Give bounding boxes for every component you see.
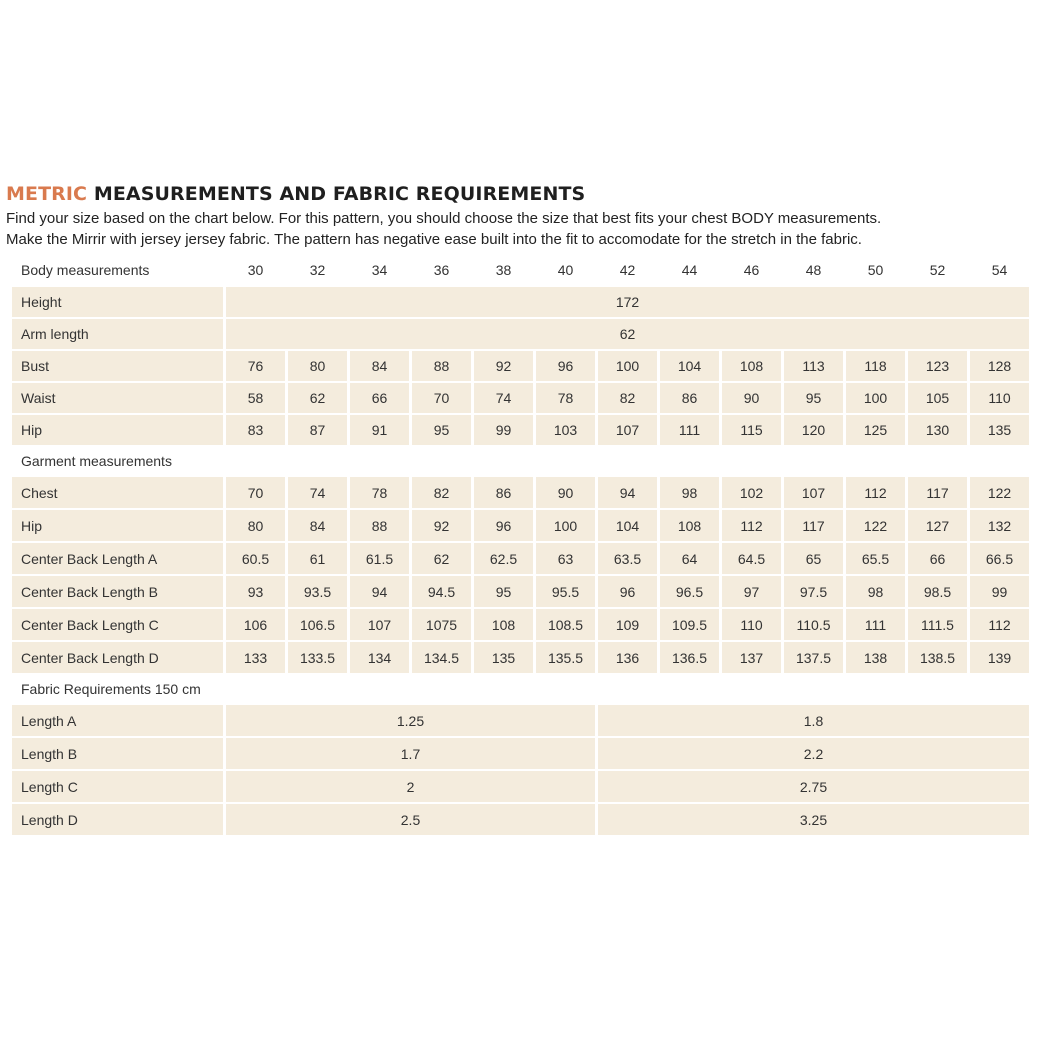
fabric-value-cell: 1.7 [226,738,595,769]
value-cell: 133 [226,642,285,673]
row-label: Center Back Length D [12,642,223,673]
value-cell: 136.5 [660,642,719,673]
value-cell: 90 [722,383,781,413]
value-cell: 96 [536,351,595,381]
value-cell: 111.5 [908,609,967,640]
value-cell: 117 [908,477,967,508]
spanning-value-cell: 62 [226,319,1029,349]
value-cell: 138 [846,642,905,673]
table-row [12,738,1029,769]
value-cell: 107 [598,415,657,445]
row-label: Height [12,287,223,317]
value-cell: 107 [350,609,409,640]
garment-measurements-header: Garment measurements [21,453,172,469]
value-cell: 132 [970,510,1029,541]
value-cell: 115 [722,415,781,445]
intro-line-2: Make the Mirrir with jersey jersey fabric. The pattern has negative ease built into the fit to accomodate for the stretch in the fabric. [6,231,862,248]
row-label: Arm length [12,319,223,349]
spanning-value-cell: 172 [226,287,1029,317]
size-header-cell: 34 [371,262,388,278]
table-row [12,319,1029,349]
value-cell: 94 [598,477,657,508]
value-cell: 137.5 [784,642,843,673]
row-label: Hip [12,510,223,541]
intro-line-1: Find your size based on the chart below. For this pattern, you should choose the size that best fits your chest BODY measurements. [6,210,882,227]
table-row [12,543,1029,574]
table-row [12,510,1029,541]
value-cell: 106.5 [288,609,347,640]
value-cell: 82 [598,383,657,413]
fabric-value-cell: 1.8 [598,705,1029,736]
value-cell: 92 [412,510,471,541]
value-cell: 86 [660,383,719,413]
value-cell: 122 [970,477,1029,508]
value-cell: 93.5 [288,576,347,607]
value-cell: 127 [908,510,967,541]
fabric-value-cell: 1.25 [226,705,595,736]
value-cell: 95.5 [536,576,595,607]
table-row [12,609,1029,640]
value-cell: 80 [288,351,347,381]
value-cell: 62.5 [474,543,533,574]
size-header-cell: 30 [247,262,264,278]
value-cell: 92 [474,351,533,381]
value-cell: 107 [784,477,843,508]
value-cell: 99 [970,576,1029,607]
value-cell: 98.5 [908,576,967,607]
value-cell: 137 [722,642,781,673]
row-label: Length B [12,738,223,769]
value-cell: 83 [226,415,285,445]
value-cell: 60.5 [226,543,285,574]
value-cell: 82 [412,477,471,508]
value-cell: 80 [226,510,285,541]
value-cell: 61.5 [350,543,409,574]
fabric-requirements-header: Fabric Requirements 150 cm [21,681,201,697]
value-cell: 100 [536,510,595,541]
value-cell: 78 [350,477,409,508]
value-cell: 87 [288,415,347,445]
table-row [12,415,1029,445]
value-cell: 65 [784,543,843,574]
value-cell: 100 [598,351,657,381]
page-title [6,181,1036,208]
value-cell: 130 [908,415,967,445]
size-header-row [12,255,1029,285]
size-header-cell: 48 [805,262,822,278]
row-label: Hip [12,415,223,445]
section-header-row [12,447,1029,475]
value-cell: 97 [722,576,781,607]
size-header-cell: 36 [433,262,450,278]
value-cell: 98 [846,576,905,607]
value-cell: 1075 [412,609,471,640]
row-label: Center Back Length B [12,576,223,607]
size-chart-table [9,253,1032,837]
value-cell: 112 [970,609,1029,640]
value-cell: 95 [474,576,533,607]
fabric-value-cell: 2.5 [226,804,595,835]
value-cell: 108.5 [536,609,595,640]
value-cell: 109.5 [660,609,719,640]
value-cell: 111 [846,609,905,640]
value-cell: 61 [288,543,347,574]
value-cell: 123 [908,351,967,381]
table-row [12,383,1029,413]
value-cell: 94.5 [412,576,471,607]
value-cell: 106 [226,609,285,640]
value-cell: 97.5 [784,576,843,607]
value-cell: 70 [226,477,285,508]
row-label: Center Back Length C [12,609,223,640]
value-cell: 99 [474,415,533,445]
table-row [12,576,1029,607]
fabric-value-cell: 2 [226,771,595,802]
value-cell: 95 [412,415,471,445]
row-label: Length C [12,771,223,802]
value-cell: 103 [536,415,595,445]
value-cell: 74 [474,383,533,413]
value-cell: 91 [350,415,409,445]
value-cell: 134.5 [412,642,471,673]
value-cell: 63 [536,543,595,574]
title-accent: METRIC [6,183,88,205]
table-row [12,477,1029,508]
value-cell: 76 [226,351,285,381]
value-cell: 66 [350,383,409,413]
value-cell: 112 [722,510,781,541]
value-cell: 118 [846,351,905,381]
size-header-cell: 38 [495,262,512,278]
value-cell: 135 [474,642,533,673]
table-row [12,771,1029,802]
row-label: Length A [12,705,223,736]
value-cell: 111 [660,415,719,445]
table-row [12,287,1029,317]
fabric-value-cell: 2.2 [598,738,1029,769]
table-row [12,351,1029,381]
value-cell: 112 [846,477,905,508]
value-cell: 66 [908,543,967,574]
size-header-cell: 32 [309,262,326,278]
value-cell: 102 [722,477,781,508]
table-row [12,804,1029,835]
value-cell: 136 [598,642,657,673]
value-cell: 108 [722,351,781,381]
fabric-value-cell: 3.25 [598,804,1029,835]
value-cell: 96.5 [660,576,719,607]
row-label: Bust [12,351,223,381]
value-cell: 62 [288,383,347,413]
table-row [12,705,1029,736]
document [6,181,1036,250]
value-cell: 134 [350,642,409,673]
value-cell: 98 [660,477,719,508]
value-cell: 100 [846,383,905,413]
value-cell: 88 [350,510,409,541]
row-label: Waist [12,383,223,413]
value-cell: 90 [536,477,595,508]
value-cell: 138.5 [908,642,967,673]
row-label: Chest [12,477,223,508]
value-cell: 105 [908,383,967,413]
value-cell: 128 [970,351,1029,381]
value-cell: 104 [660,351,719,381]
value-cell: 113 [784,351,843,381]
value-cell: 104 [598,510,657,541]
value-cell: 84 [288,510,347,541]
value-cell: 122 [846,510,905,541]
size-header-cell: 46 [743,262,760,278]
value-cell: 88 [412,351,471,381]
size-header-cell: 54 [991,262,1008,278]
value-cell: 64 [660,543,719,574]
value-cell: 74 [288,477,347,508]
value-cell: 117 [784,510,843,541]
size-header-cell: 50 [867,262,884,278]
value-cell: 95 [784,383,843,413]
body-measurements-header: Body measurements [21,262,150,278]
value-cell: 110.5 [784,609,843,640]
value-cell: 135 [970,415,1029,445]
value-cell: 109 [598,609,657,640]
row-label: Center Back Length A [12,543,223,574]
value-cell: 125 [846,415,905,445]
value-cell: 93 [226,576,285,607]
value-cell: 110 [970,383,1029,413]
section-header-row [12,675,1029,703]
value-cell: 139 [970,642,1029,673]
value-cell: 63.5 [598,543,657,574]
row-label: Length D [12,804,223,835]
table-row [12,642,1029,673]
value-cell: 133.5 [288,642,347,673]
value-cell: 64.5 [722,543,781,574]
value-cell: 78 [536,383,595,413]
value-cell: 110 [722,609,781,640]
value-cell: 96 [598,576,657,607]
size-header-cell: 44 [681,262,698,278]
value-cell: 94 [350,576,409,607]
value-cell: 135.5 [536,642,595,673]
value-cell: 84 [350,351,409,381]
value-cell: 86 [474,477,533,508]
fabric-value-cell: 2.75 [598,771,1029,802]
value-cell: 66.5 [970,543,1029,574]
value-cell: 70 [412,383,471,413]
value-cell: 108 [660,510,719,541]
value-cell: 108 [474,609,533,640]
value-cell: 62 [412,543,471,574]
title-rest: MEASUREMENTS AND FABRIC REQUIREMENTS [93,183,586,205]
value-cell: 120 [784,415,843,445]
size-header-cell: 42 [619,262,636,278]
value-cell: 96 [474,510,533,541]
value-cell: 58 [226,383,285,413]
size-header-cell: 52 [929,262,946,278]
size-header-cell: 40 [557,262,574,278]
value-cell: 65.5 [846,543,905,574]
